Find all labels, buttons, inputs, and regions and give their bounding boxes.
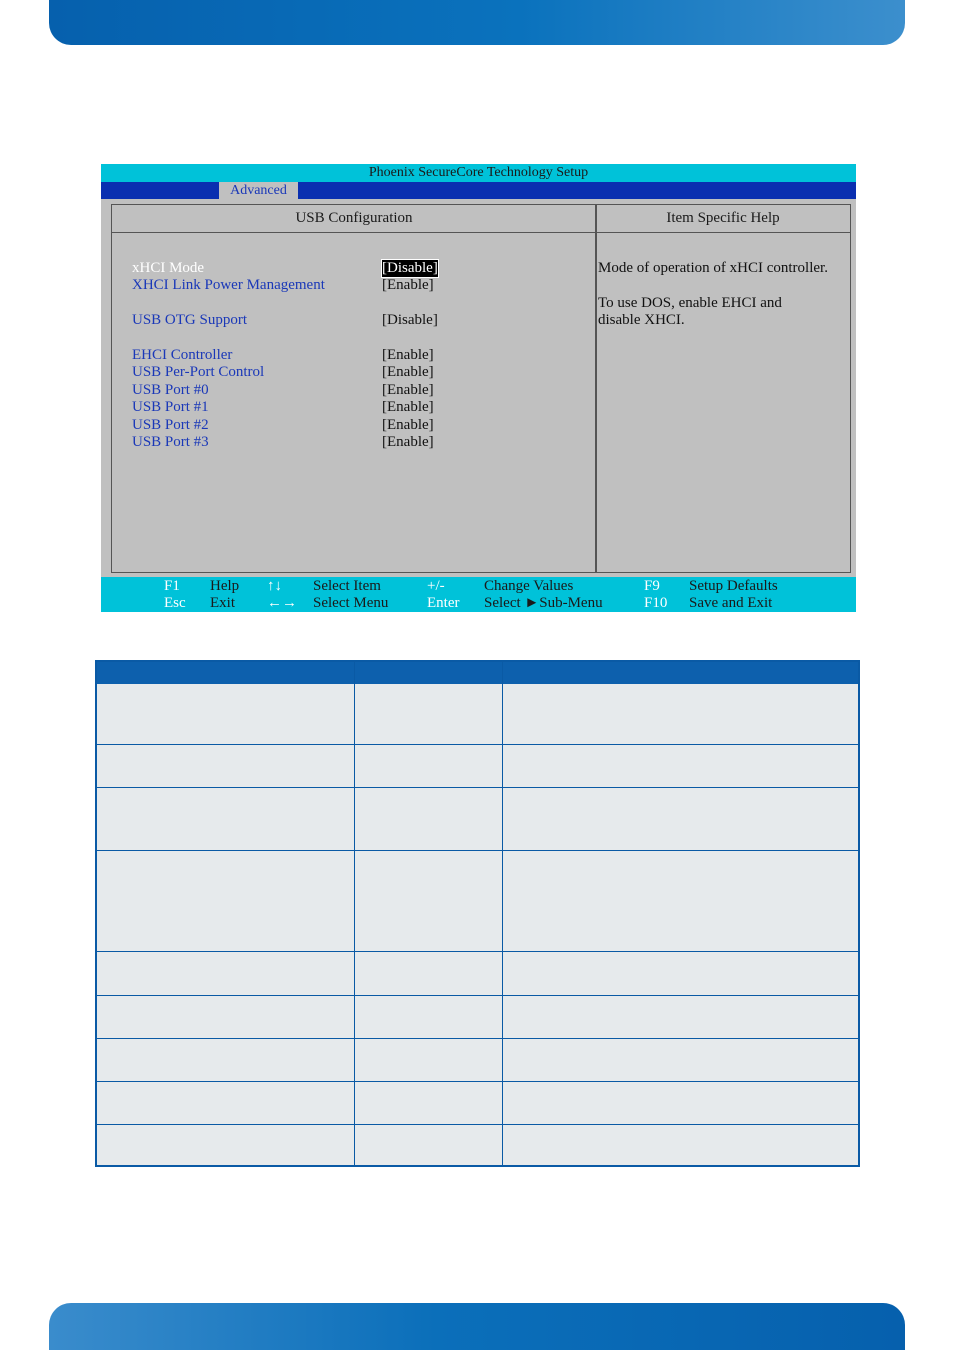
- tab-advanced[interactable]: Advanced: [219, 182, 298, 199]
- table-row: [97, 1038, 858, 1039]
- key-select-submenu-label: Select ►Sub-Menu: [484, 595, 603, 611]
- option-usb-per-port-value[interactable]: [Enable]: [382, 364, 434, 380]
- option-usb-port-2[interactable]: USB Port #2: [132, 417, 209, 433]
- help-line: disable XHCI.: [598, 312, 685, 328]
- bios-title: Phoenix SecureCore Technology Setup: [101, 164, 856, 182]
- leftright-arrows-icon: ←→: [267, 595, 297, 611]
- help-line: To use DOS, enable EHCI and: [598, 295, 782, 311]
- section-title: USB Configuration: [112, 205, 596, 233]
- key-plusminus: +/-: [427, 578, 445, 594]
- bios-screen: [101, 164, 856, 612]
- option-ehci-controller[interactable]: EHCI Controller: [132, 347, 233, 363]
- option-usb-port-2-value[interactable]: [Enable]: [382, 417, 434, 433]
- option-usb-per-port[interactable]: USB Per-Port Control: [132, 364, 265, 380]
- help-panel: [595, 204, 851, 573]
- option-usb-port-1-value[interactable]: [Enable]: [382, 399, 434, 415]
- option-usb-port-0[interactable]: USB Port #0: [132, 382, 209, 398]
- key-f10: F10: [644, 595, 668, 611]
- table-row: [97, 1081, 858, 1082]
- key-f9: F9: [644, 578, 660, 594]
- key-enter: Enter: [427, 595, 460, 611]
- option-xhci-link-power[interactable]: XHCI Link Power Management: [132, 277, 325, 293]
- help-line: Mode of operation of xHCI controller.: [598, 260, 828, 276]
- option-usb-port-3-value[interactable]: [Enable]: [382, 434, 434, 450]
- option-usb-otg-value[interactable]: [Disable]: [382, 312, 438, 328]
- key-exit-label: Exit: [210, 595, 235, 611]
- option-usb-port-1[interactable]: USB Port #1: [132, 399, 209, 415]
- option-xhci-link-power-value[interactable]: [Enable]: [382, 277, 434, 293]
- bottom-banner: [49, 1303, 905, 1350]
- key-select-menu-label: Select Menu: [313, 595, 389, 611]
- key-help-label: Help: [210, 578, 240, 594]
- main-panel: [111, 204, 597, 573]
- table-row: [97, 951, 858, 952]
- key-f1: F1: [164, 578, 180, 594]
- table-header-row: [97, 662, 858, 684]
- key-change-values-label: Change Values: [484, 578, 574, 594]
- option-xhci-mode-value[interactable]: [Disable]: [382, 260, 438, 276]
- table-column-divider: [354, 662, 355, 1165]
- option-usb-port-0-value[interactable]: [Enable]: [382, 382, 434, 398]
- table-row: [97, 1124, 858, 1125]
- top-banner: [49, 0, 905, 45]
- option-usb-otg[interactable]: USB OTG Support: [132, 312, 248, 328]
- table-column-divider: [502, 662, 503, 1165]
- table-row: [97, 744, 858, 745]
- menu-bar: [101, 182, 856, 199]
- table-row: [97, 995, 858, 996]
- option-xhci-mode[interactable]: xHCI Mode: [132, 260, 205, 276]
- key-select-item-label: Select Item: [313, 578, 381, 594]
- settings-table: [95, 660, 860, 1167]
- key-save-exit-label: Save and Exit: [689, 595, 773, 611]
- key-setup-defaults-label: Setup Defaults: [689, 578, 778, 594]
- help-title: Item Specific Help: [596, 205, 850, 233]
- table-row: [97, 787, 858, 788]
- option-usb-port-3[interactable]: USB Port #3: [132, 434, 209, 450]
- key-esc: Esc: [164, 595, 186, 611]
- table-row: [97, 850, 858, 851]
- updown-arrows-icon: ↑↓: [267, 578, 282, 594]
- key-legend-bar: [101, 577, 856, 612]
- option-ehci-controller-value[interactable]: [Enable]: [382, 347, 434, 363]
